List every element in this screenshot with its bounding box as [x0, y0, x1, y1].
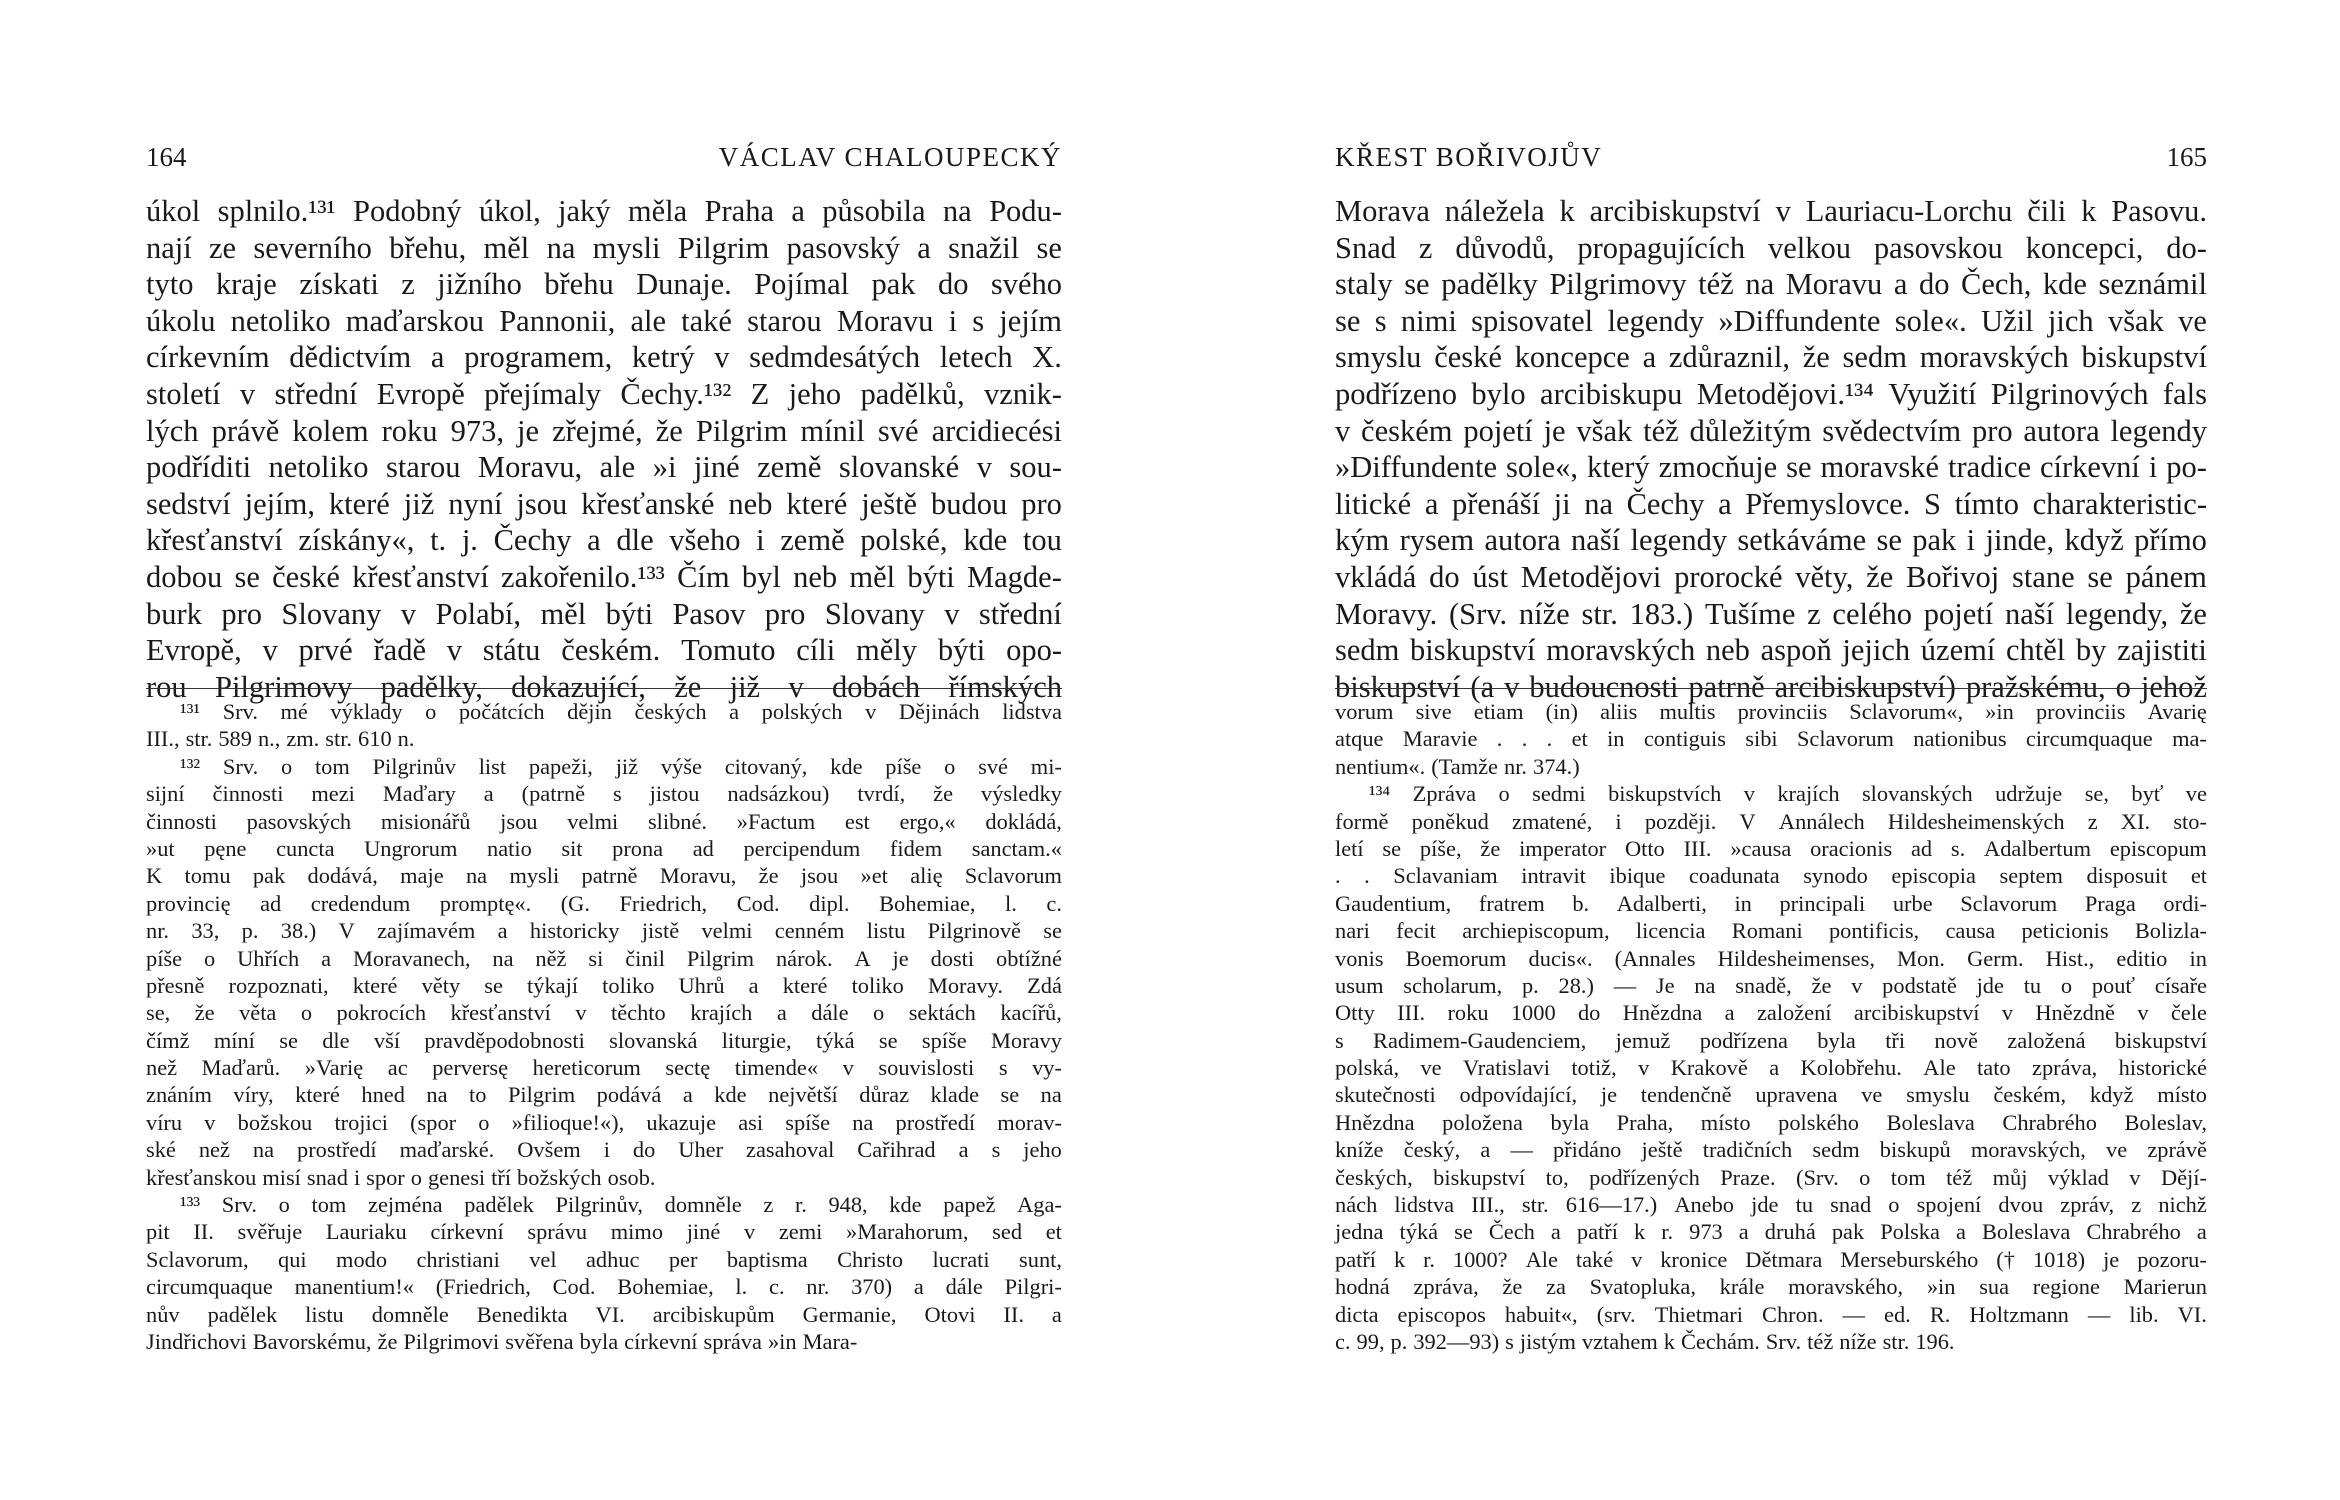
footnote-line: přesně rozpoznati, které věty se týkají toliko Uhrů a které toliko Moravy. Zdá — [146, 972, 1062, 998]
body-line: Morava náležela k arcibiskupství v Lauriacu-Lorchu čili k Pasovu. — [1335, 194, 2207, 228]
footnote-line: nentium«. (Tamže nr. 374.) — [1335, 753, 1580, 779]
footnote-divider — [146, 688, 1062, 689]
footnote-line: nách lidstva III., str. 616—17.) Anebo jde tu snad o spojení dvou zpráv, z nichž — [1335, 1192, 2207, 1218]
right-page — [1170, 0, 2340, 1500]
body-line: podřízeno bylo arcibiskupu Metodějovi.¹³⁴ Využití Pilgrinových fals — [1335, 376, 2207, 411]
footnote-line: než Maďarů. »Varię ac perversę hereticorum sectę timende« v souvislosti s vy- — [146, 1055, 1062, 1081]
left-page-header — [146, 140, 1062, 174]
footnote-line: víru v božskou trojici (spor o »filioque!«), ukazuje asi spíše na prostředí morav- — [146, 1109, 1062, 1135]
footnote-line: Sclavorum, qui modo christiani vel adhuc per baptisma Christo lucrati sunt, — [146, 1246, 1062, 1272]
page-number: 165 — [2166, 142, 2207, 172]
footnote-line: formě poněkud zmatené, i později. V Annálech Hildesheimenských z XI. sto- — [1335, 808, 2207, 834]
body-line: »Diffundente sole«, který zmocňuje se moravské tradice církevní i po- — [1335, 450, 2207, 485]
footnote-line: c. 99, p. 392—93) s jistým vztahem k Čechám. Srv. též níže str. 196. — [1335, 1328, 1955, 1354]
body-line: v českém pojetí je však též důležitým svědectvím pro autora legendy — [1335, 413, 2207, 448]
footnote-line: hodná zpráva, že za Svatopluka, krále moravského, »in sua regione Marierun — [1335, 1274, 2207, 1300]
footnote-line: vonis Boemorum ducis«. (Annales Hildesheimenses, Mon. Germ. Hist., editio in — [1335, 945, 2207, 971]
footnote-line: činnosti pasovských misionářů jsou velmi slibné. »Factum est ergo,« dokládá, — [146, 808, 1062, 834]
footnote-line: »ut pęne cuncta Ungrorum natio sit prona ad percipendum fidem sanctam.« — [146, 835, 1062, 861]
footnote-line: čímž míní se dle vší pravděpodobnosti slovanská liturgie, týká se spíše Moravy — [146, 1027, 1062, 1053]
footnote-line: nův padělek listu domněle Benedikta VI. arcibiskupům Germanie, Otovi II. a — [146, 1301, 1062, 1327]
right-page-header — [1335, 140, 2207, 174]
footnote-line: ¹³⁴ Zpráva o sedmi biskupstvích v krajích slovanských udržuje se, byť ve — [1369, 781, 2207, 807]
footnote-line: ¹³¹ Srv. mé výklady o počátcích dějin českých a polských v Dějinách lidstva — [180, 699, 1062, 724]
body-line: sedm biskupství moravských neb aspoň jejich území chtěl by zajistiti — [1335, 633, 2207, 668]
body-line: kým rysem autora naší legendy setkáváme se pak i jinde, když přímo — [1335, 523, 2207, 558]
footnote-line: Gaudentium, fratrem b. Adalberti, in principali urbe Sclavorum Praga ordi- — [1335, 890, 2207, 916]
body-line: církevním dědictvím a programem, ketrý v sedmdesátých letech X. — [146, 340, 1062, 375]
body-line: Snad z důvodů, propagujících velkou pasovskou koncepci, do- — [1335, 230, 2207, 265]
footnote-line: ¹³³ Srv. o tom zejména padělek Pilgrinův, domněle z r. 948, kde papež Aga- — [180, 1192, 1062, 1218]
footnote-line: křesťanskou misí snad i spor o genesi tří božských osob. — [146, 1164, 656, 1190]
body-line: vkládá do úst Metodějovi prorocké věty, že Bořivoj stane se pánem — [1335, 559, 2207, 594]
footnote-line: Otty III. roku 1000 do Hnězdna a založení arcibiskupství v Hnězdně v čele — [1335, 1000, 2207, 1026]
footnote-line: III., str. 589 n., zm. str. 610 n. — [146, 726, 415, 752]
footnote-line: jedna týká se Čech a patří k r. 973 a druhá pak Polska a Boleslava Chrabrého a — [1335, 1219, 2207, 1245]
running-title: KŘEST BOŘIVOJŮV — [1335, 142, 1603, 172]
footnote-line: kníže český, a — přidáno ještě tradičních sedm biskupů moravských, ve zprávě — [1335, 1137, 2207, 1163]
footnote-line: sijní činnosti mezi Maďary a (patrně s jistou nadsázkou) tvrdí, že výsledky — [146, 781, 1062, 807]
body-line: sedství jejím, které již nyní jsou křesťanské neb které ještě budou pro — [146, 486, 1062, 521]
body-line: úkolu netoliko maďarskou Pannonii, ale také starou Moravu i s jejím — [146, 303, 1062, 338]
footnote-line: s Radimem-Gaudenciem, jemuž podřízena byla tři nově založená biskupství — [1335, 1027, 2207, 1053]
left-body-text — [146, 193, 1062, 705]
footnote-line: Jindřichovi Bavorskému, že Pilgrimovi svěřena byla církevní správa »in Mara- — [146, 1328, 858, 1354]
body-line: tyto kraje získati z jižního břehu Dunaje. Pojímal pak do svého — [146, 267, 1062, 302]
footnote-line: circumquaque manentium!« (Friedrich, Cod. Bohemiae, l. c. nr. 370) a dále Pilgri- — [146, 1274, 1062, 1300]
body-line: staly se padělky Pilgrimovy též na Moravu a do Čech, kde seznámil — [1335, 267, 2207, 302]
footnote-line: ¹³² Srv. o tom Pilgrinův list papeži, již výše citovaný, kde píše o své mi- — [180, 753, 1062, 779]
footnote-line: vorum sive etiam (in) aliis multis provinciis Sclavorum«, »in provinciis Avarię — [1335, 699, 2207, 724]
page-number: 164 — [146, 142, 187, 172]
running-title: VÁCLAV CHALOUPECKÝ — [718, 142, 1062, 172]
body-line: Evropě, v prvé řadě v státu českém. Tomuto cíli měly býti opo- — [146, 633, 1062, 668]
body-line: nají ze severního břehu, měl na mysli Pilgrim pasovský a snažil se — [146, 230, 1062, 265]
footnote-line: dicta episcopos habuit«, (srv. Thietmari Chron. — ed. R. Holtzmann — lib. VI. — [1335, 1301, 2207, 1327]
body-line: křesťanství získány«, t. j. Čechy a dle všeho i země polské, kde tou — [146, 523, 1062, 558]
body-line: smyslu české koncepce a zdůraznil, že sedm moravských biskupství — [1335, 340, 2207, 375]
body-line: lých právě kolem roku 973, je zřejmé, že Pilgrim mínil své arcidiecési — [146, 413, 1062, 448]
footnote-line: patří k r. 1000? Ale také v kronice Dětmara Merseburského († 1018) je pozoru- — [1335, 1246, 2207, 1272]
footnote-line: K tomu pak dodává, maje na mysli patrně Moravu, že jsou »et alię Sclavorum — [146, 863, 1062, 889]
footnote-line: píše o Uhřích a Moravanech, na něž si činil Pilgrim nárok. A je dosti obtížné — [146, 945, 1062, 971]
footnote-line: letí se píše, že imperator Otto III. »causa oracionis ad s. Adalbertum episcopum — [1335, 835, 2207, 861]
footnote-line: ské než na prostředí maďarské. Ovšem i do Uher zasahoval Cařihrad a s jeho — [146, 1137, 1062, 1163]
body-line: Moravy. (Srv. níže str. 183.) Tušíme z celého pojetí naší legendy, že — [1335, 596, 2207, 631]
body-line: litické a přenáší ji na Čechy a Přemyslovce. S tímto charakteristic- — [1335, 486, 2207, 521]
footnote-line: . . Sclavaniam intravit ibique coadunata synodo episcopia septem disposuit et — [1335, 863, 2207, 889]
footnote-line: nr. 33, p. 38.) V zajímavém a historicky jistě velmi cenném listu Pilgrinově se — [146, 918, 1062, 944]
footnote-line: atque Maravie . . . et in contiguis sibi Sclavorum nationibus circumquaque ma- — [1335, 726, 2207, 752]
right-body-text — [1335, 193, 2207, 705]
footnote-line: českých, biskupství to, podřízených Praze. (Srv. o tom též můj výklad v Dějí- — [1335, 1164, 2207, 1190]
body-line: podříditi netoliko starou Moravu, ale »i jiné země slovanské v sou- — [146, 450, 1062, 485]
footnote-line: pit II. svěřuje Lauriaku církevní správu mimo jiné v zemi »Marahorum, sed et — [146, 1219, 1062, 1245]
footnote-line: znáním víry, které hned na to Pilgrim podává a kde největší důraz klade se na — [146, 1082, 1062, 1108]
body-line: se s nimi spisovatel legendy »Diffundente sole«. Užil jich však ve — [1335, 303, 2207, 338]
body-line: rou Pilgrimovy padělky, dokazující, že již v dobách římských — [146, 669, 1062, 704]
footnote-line: se, že věta o pokrocích křesťanství v těchto krajích a dále o sektách kacířů, — [146, 1000, 1062, 1026]
body-line: dobou se české křesťanství zakořenilo.¹³³ Čím byl neb měl býti Magde- — [146, 559, 1062, 594]
footnote-line: provincię ad credendum promptę«. (G. Friedrich, Cod. dipl. Bohemiae, l. c. — [146, 890, 1062, 916]
left-footnotes — [146, 698, 1062, 1355]
footnote-line: skutečnosti odpovídající, je tendenčně upravena ve smyslu českém, když místo — [1335, 1082, 2207, 1108]
footnote-divider — [1335, 688, 2207, 689]
body-line: úkol splnilo.¹³¹ Podobný úkol, jaký měla Praha a působila na Podu- — [146, 194, 1062, 228]
body-line: století v střední Evropě přejímaly Čechy.¹³² Z jeho padělků, vznik- — [146, 376, 1062, 411]
right-footnotes — [1335, 698, 2207, 1355]
footnote-line: Hnězdna položena byla Praha, místo polského Boleslava Chrabrého Boleslav, — [1335, 1109, 2207, 1135]
body-line: biskupství (a v budoucnosti patrně arcibiskupství) pražskému, o jehož — [1335, 669, 2207, 704]
body-line: burk pro Slovany v Polabí, měl býti Pasov pro Slovany v střední — [146, 596, 1062, 631]
footnote-line: polská, ve Vratislavi totiž, v Krakově a Kolobřehu. Ale tato zpráva, historické — [1335, 1055, 2207, 1081]
footnote-line: nari fecit archiepiscopum, licencia Romani pontificis, causa peticionis Bolizla- — [1335, 918, 2207, 944]
footnote-line: usum scholarum, p. 28.) — Je na snadě, že v podstatě jde tu o pouť císaře — [1335, 972, 2207, 998]
